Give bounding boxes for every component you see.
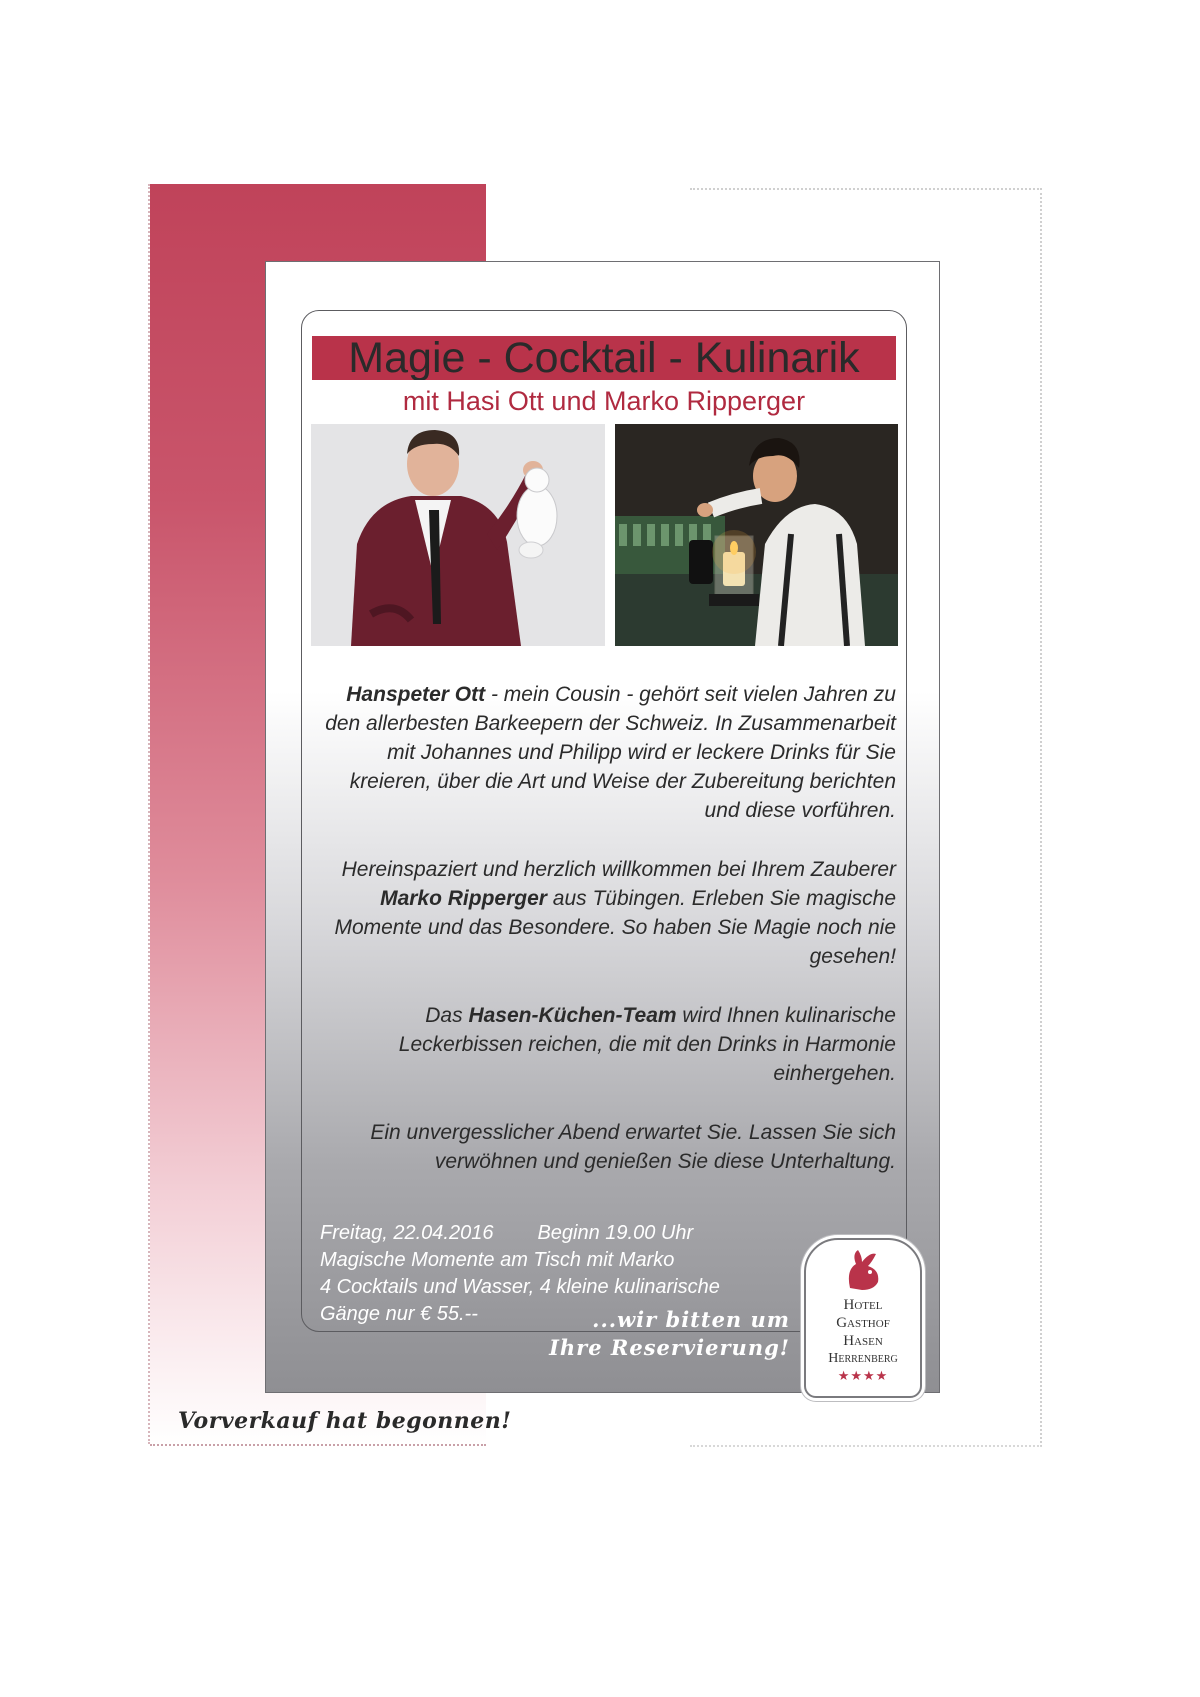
kitchen-team-name: Hasen-Küchen-Team	[468, 1004, 677, 1027]
event-date: Freitag, 22.04.2016	[320, 1222, 494, 1244]
paragraph-magician	[312, 855, 896, 971]
paragraph-text: - mein Cousin - gehört seit vielen Jahren zu den allerbesten Barkeepern der Schweiz. In Zusammenarbeit mit Johannes und Philipp wird er leckere Drinks für Sie kreieren, über die Art und Weise der Zubereitung berichten und diese vorführen.	[325, 683, 896, 822]
bartender-name: Hanspeter Ott	[346, 683, 486, 706]
paragraph-text: Das	[425, 1004, 469, 1027]
event-start: Beginn 19.00 Uhr	[537, 1222, 694, 1244]
hotel-logo	[804, 1238, 922, 1398]
paragraph-bartender	[312, 680, 896, 825]
reservation-note	[540, 1306, 790, 1362]
presale-note: Vorverkauf hat begonnen!	[178, 1408, 512, 1434]
event-line-2: Magische Momente am Tisch mit Marko	[320, 1249, 675, 1271]
logo-line-3: Hasen	[843, 1333, 883, 1349]
event-line-4: Gänge nur € 55.--	[320, 1303, 478, 1325]
bartender-photo	[615, 424, 898, 646]
event-line-3: 4 Cocktails und Wasser, 4 kleine kulinarische	[320, 1276, 720, 1298]
logo-line-1: Hotel	[843, 1297, 883, 1313]
hare-emblem-icon	[840, 1248, 888, 1292]
reservation-line-1: ...wir bitten um	[592, 1307, 790, 1332]
paragraph-evening	[312, 1118, 896, 1176]
logo-line-4: Herrenberg	[828, 1351, 898, 1366]
paragraph-text: Ein unvergesslicher Abend erwartet Sie. Lassen Sie sich verwöhnen und genießen Sie diese Unterhaltung.	[370, 1121, 896, 1173]
logo-line-2: Gasthof	[836, 1315, 890, 1331]
paragraph-text: Hereinspaziert und herzlich willkommen bei Ihrem Zauberer	[341, 858, 896, 881]
magician-photo	[311, 424, 605, 646]
paragraph-kitchen	[312, 1001, 896, 1088]
event-date-line	[320, 1220, 790, 1247]
flyer-title: Magie - Cocktail - Kulinarik	[312, 336, 896, 380]
band-dotted-edge	[148, 184, 150, 1444]
paragraph-text: wird Ihnen kulinarische Leckerbissen reichen, die mit den Drinks in Harmonie einhergehen.	[398, 1004, 896, 1085]
logo-stars: ★★★★	[837, 1368, 889, 1383]
reservation-line-2: Ihre Reservierung!	[549, 1335, 790, 1360]
band-dotted-bottom	[150, 1444, 486, 1446]
flyer-subtitle: mit Hasi Ott und Marko Ripperger	[402, 386, 806, 416]
paragraph-text: aus Tübingen. Erleben Sie magische Momente und das Besondere. So haben Sie Magie noch nie gesehen!	[334, 887, 896, 968]
magician-name: Marko Ripperger	[380, 887, 547, 910]
